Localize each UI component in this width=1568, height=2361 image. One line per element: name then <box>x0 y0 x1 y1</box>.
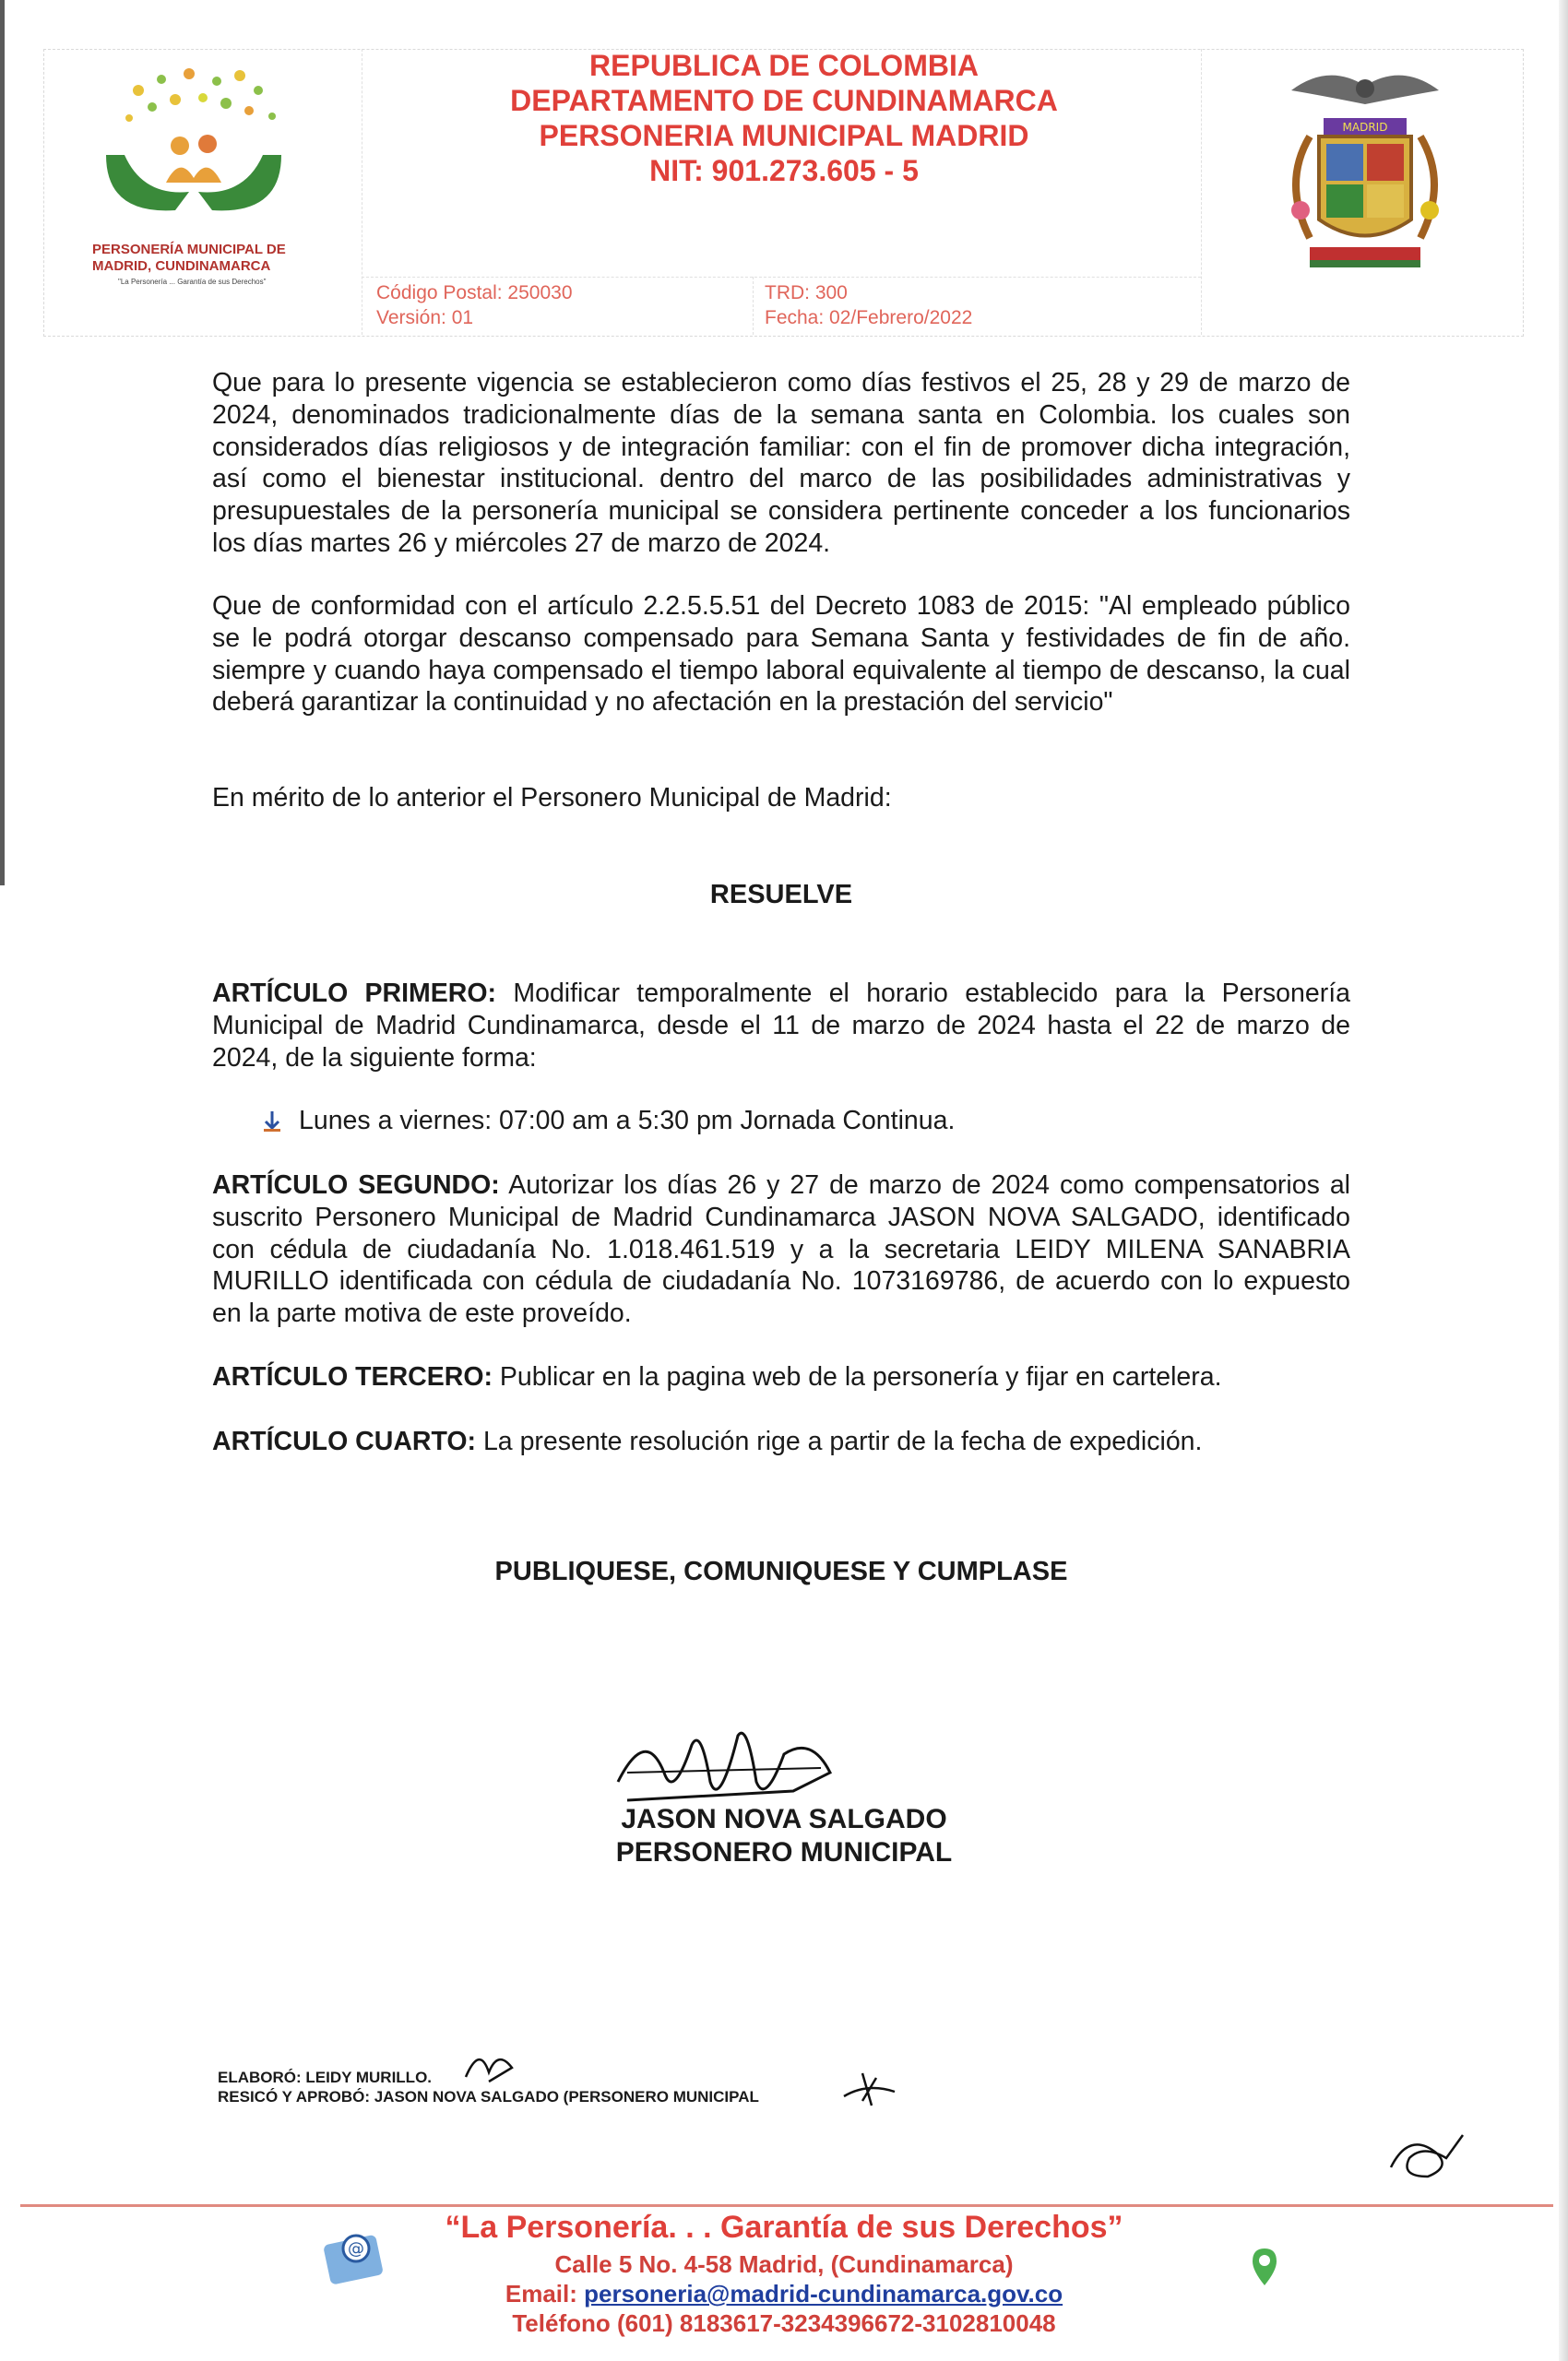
article-1 <box>212 978 1350 1074</box>
elaboro-note: ELABORÓ: LEIDY MURILLO. <box>218 2069 433 2086</box>
svg-text:@: @ <box>348 2239 364 2259</box>
schedule-bullet <box>260 1105 955 1137</box>
signer-name: JASON NOVA SALGADO <box>621 1804 947 1834</box>
article-1-label: ARTÍCULO PRIMERO: <box>212 979 497 1008</box>
reviso-note: RESICÓ Y APROBÓ: JASON NOVA SALGADO (PERSONERO MUNICIPAL <box>218 2088 759 2106</box>
footer-email <box>277 2280 1291 2308</box>
article-2-text: Autorizar los días 26 y 27 de marzo de 2024 como compensatorios al suscrito Personero Municipal de Madrid Cundinamarca JASON NOVA SALGADO, identificado con cédula de ciudadanía No. 1.018.461.519 y a la secretaria LEIDY MILENA SANABRIA MURILLO identificada con cédula de ciudadanía No. 1073169786, de acuerdo con lo expuesto en la parte motiva de este proveído. <box>212 1170 1350 1329</box>
footer-email-label: Email: <box>505 2280 585 2308</box>
signer-role: PERSONERO MUNICIPAL <box>615 1837 953 1868</box>
initials-icon <box>839 2064 904 2110</box>
footer-rule <box>20 2204 1553 2207</box>
article-1-text: Modificar temporalmente el horario establecido para la Personería Municipal de Madrid Cundinamarca, desde el 11 de marzo de 2024 hasta el 22 de marzo de 2024, de la siguiente forma: <box>212 979 1350 1073</box>
header-title-line: PERSONERIA MUNICIPAL MADRID <box>539 119 1029 152</box>
seal-text: MADRID <box>1342 121 1388 134</box>
logo-caption-line-1: PERSONERÍA MUNICIPAL DE <box>92 242 286 257</box>
closing-statement: PUBLIQUESE, COMUNIQUESE Y CUMPLASE <box>494 1557 1068 1586</box>
logo-motto: "La Personería ... Garantía de sus Derechos" <box>118 278 267 286</box>
initials-icon <box>461 2040 526 2086</box>
footer-address: Calle 5 No. 4-58 Madrid, (Cundinamarca) <box>554 2250 1014 2278</box>
signature-block <box>517 1803 1051 1869</box>
logo-caption <box>92 242 314 275</box>
footer-email-link[interactable]: personeria@madrid-cundinamarca.gov.co <box>584 2280 1063 2308</box>
header-divider-vertical <box>753 277 754 335</box>
coat-of-arms-icon <box>1273 63 1457 289</box>
paragraph-1: Que para lo presente vigencia se establecieron como días festivos el 25, 28 y 29 de marzo de 2024, denominados tradicionalmente días de la semana santa en Colombia. los cuales son considerados días religiosos y de integración familiar: con el fin de promover dicha integración, así como el bienestar institucional. dentro del marco de las posibilidades administrativas y presupuestales de la personería municipal se considera pertinente conceder a los funcionarios los días martes 26 y miércoles 27 de marzo de 2024. <box>212 368 1350 558</box>
schedule-bullet-text: Lunes a viernes: 07:00 am a 5:30 pm Jornada Continua. <box>299 1106 956 1135</box>
article-4 <box>212 1426 1350 1458</box>
article-3-text: Publicar en la pagina web de la personería y fijar en cartelera. <box>492 1362 1222 1392</box>
article-4-text: La presente resolución rige a partir de la fecha de expedición. <box>476 1427 1203 1456</box>
fecha: Fecha: 02/Febrero/2022 <box>765 307 973 328</box>
scan-edge-left <box>0 0 5 885</box>
header-title-line: DEPARTAMENTO DE CUNDINAMARCA <box>510 84 1058 117</box>
scan-edge-right <box>1559 0 1568 2361</box>
bullet-arrow-icon <box>260 1109 284 1133</box>
article-2-label: ARTÍCULO SEGUNDO: <box>212 1170 500 1200</box>
resuelve-heading: RESUELVE <box>709 880 853 909</box>
header-title-line: REPUBLICA DE COLOMBIA <box>589 49 979 82</box>
article-2 <box>212 1169 1350 1330</box>
footer-phone: Teléfono (601) 8183617-3234396672-3102810048 <box>512 2309 1056 2337</box>
personeria-logo-icon <box>88 63 300 229</box>
header-title-line: NIT: 901.273.605 - 5 <box>649 154 919 187</box>
version: Versión: 01 <box>376 307 474 328</box>
logo-caption-line-2: MADRID, CUNDINAMARCA <box>92 258 271 274</box>
codigo-postal: Código Postal: 250030 <box>376 282 573 303</box>
article-3 <box>212 1361 1350 1394</box>
initials-icon <box>1382 2121 1469 2195</box>
header-divider <box>362 277 1201 279</box>
trd: TRD: 300 <box>765 282 848 303</box>
header-title <box>387 48 1181 188</box>
article-4-label: ARTÍCULO CUARTO: <box>212 1427 477 1456</box>
article-3-label: ARTÍCULO TERCERO: <box>212 1362 493 1392</box>
footer-motto: “La Personería. . . Garantía de sus Derechos” <box>445 2210 1123 2245</box>
paragraph-3: En mérito de lo anterior el Personero Municipal de Madrid: <box>212 783 892 813</box>
paragraph-2: Que de conformidad con el artículo 2.2.5.5.51 del Decreto 1083 de 2015: "Al empleado público se le podrá otorgar descanso compensado para Semana Santa y festividades de fin de año. siempre y cuando haya compensado el tiempo laboral equivalente al tiempo de descanso, la cual deberá garantizar la continuidad y no afectación en la prestación del servicio" <box>212 591 1350 718</box>
